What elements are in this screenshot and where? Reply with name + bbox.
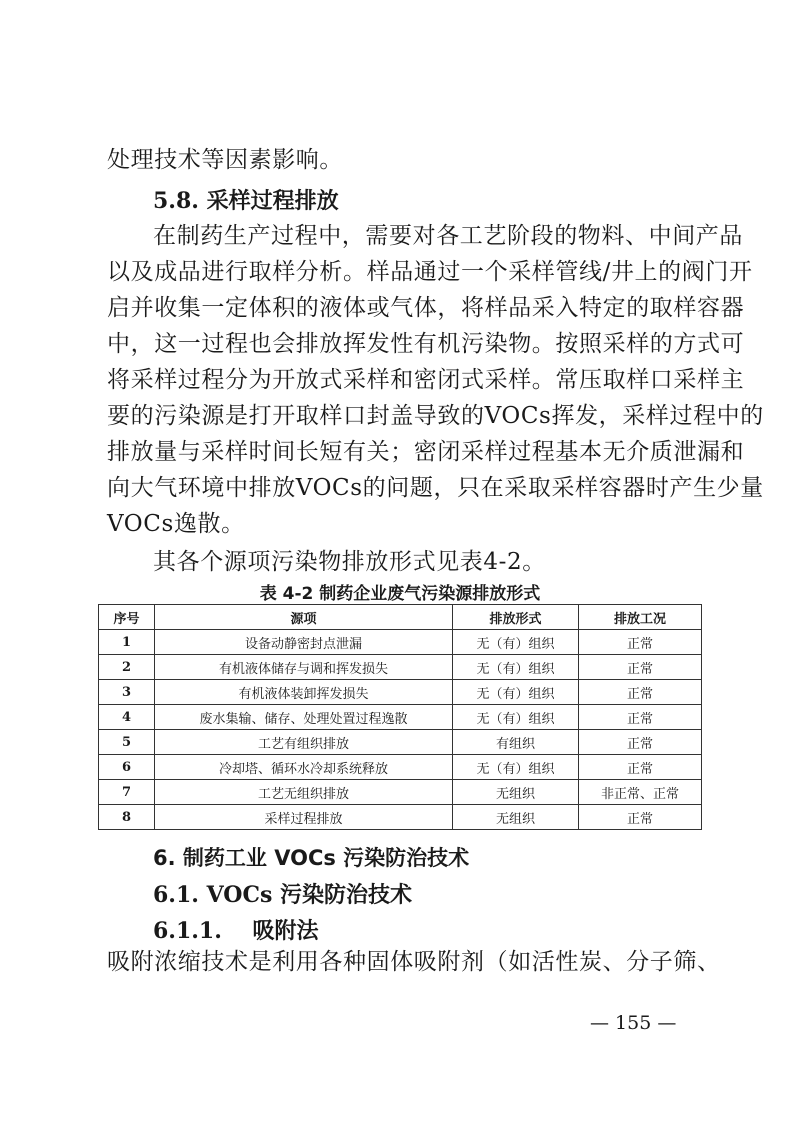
table-row [99, 730, 702, 755]
table-cell: 8 [99, 805, 155, 830]
table-cell: 正常 [579, 680, 702, 705]
table-row [99, 805, 702, 830]
paragraph-line: 要的污染源是打开取样口封盖导致的VOCs挥发，采样过程中的 [107, 403, 764, 429]
table-cell: 无（有）组织 [453, 630, 579, 655]
emission-table [98, 604, 702, 830]
paragraph-line: 中，这一过程也会排放挥发性有机污染物。按照采样的方式可 [107, 331, 745, 357]
paragraph-line: 以及成品进行取样分析。样品通过一个采样管线/井上的阀门开 [107, 259, 753, 285]
table-cell: 3 [99, 680, 155, 705]
paragraph-line: VOCs逸散。 [107, 511, 245, 537]
table-row [99, 680, 702, 705]
table-cell: 正常 [579, 630, 702, 655]
table-cell: 正常 [579, 705, 702, 730]
table-row [99, 705, 702, 730]
table-cell: 非正常、正常 [579, 780, 702, 805]
table-cell: 6 [99, 755, 155, 780]
table-cell: 有机液体装卸挥发损失 [155, 680, 453, 705]
table-cell: 无（有）组织 [453, 755, 579, 780]
table-cell: 无（有）组织 [453, 680, 579, 705]
header-cell: 排放形式 [453, 605, 579, 630]
paragraph-line: 处理技术等因素影响。 [107, 147, 343, 173]
section-heading-6-1: 6.1. VOCs 污染防治技术 [153, 882, 412, 908]
table-cell: 有机液体储存与调和挥发损失 [155, 655, 453, 680]
page-number: — 155 — [590, 1012, 677, 1034]
table-cell: 废水集输、储存、处理处置过程逸散 [155, 705, 453, 730]
table-row [99, 780, 702, 805]
table-cell: 正常 [579, 755, 702, 780]
paragraph-line: 吸附浓缩技术是利用各种固体吸附剂（如活性炭、分子筛、 [107, 949, 721, 975]
header-cell: 源项 [155, 605, 453, 630]
header-cell: 序号 [99, 605, 155, 630]
table-row [99, 655, 702, 680]
table-cell: 有组织 [453, 730, 579, 755]
table-cell: 4 [99, 705, 155, 730]
table-cell: 正常 [579, 805, 702, 830]
paragraph-line: 向大气环境中排放VOCs的问题，只在采取采样容器时产生少量 [107, 475, 764, 501]
table-row [99, 755, 702, 780]
table-cell: 采样过程排放 [155, 805, 453, 830]
paragraph-line: 其各个源项污染物排放形式见表4-2。 [153, 549, 546, 575]
section-heading-5-8: 5.8. 采样过程排放 [153, 188, 339, 214]
table-cell: 2 [99, 655, 155, 680]
table-cell: 7 [99, 780, 155, 805]
table-cell: 设备动静密封点泄漏 [155, 630, 453, 655]
paragraph-line: 将采样过程分为开放式采样和密闭式采样。常压取样口采样主 [107, 367, 745, 393]
table-header-row [99, 605, 702, 630]
section-heading-6-1-1: 6.1.1. 吸附法 [153, 918, 319, 944]
table-cell: 无组织 [453, 805, 579, 830]
table-cell: 5 [99, 730, 155, 755]
table-cell: 无（有）组织 [453, 655, 579, 680]
paragraph-line: 在制药生产过程中，需要对各工艺阶段的物料、中间产品 [153, 223, 743, 249]
table-cell: 1 [99, 630, 155, 655]
table-cell: 无组织 [453, 780, 579, 805]
paragraph-line: 排放量与采样时间长短有关；密闭采样过程基本无介质泄漏和 [107, 439, 745, 465]
table-cell: 工艺无组织排放 [155, 780, 453, 805]
table-row [99, 630, 702, 655]
header-cell: 排放工况 [579, 605, 702, 630]
table-cell: 正常 [579, 730, 702, 755]
table-caption: 表 4-2 制药企业废气污染源排放形式 [259, 584, 541, 604]
table-cell: 正常 [579, 655, 702, 680]
table-cell: 无（有）组织 [453, 705, 579, 730]
table-cell: 工艺有组织排放 [155, 730, 453, 755]
paragraph-line: 启并收集一定体积的液体或气体，将样品采入特定的取样容器 [107, 295, 745, 321]
table-cell: 冷却塔、循环水冷却系统释放 [155, 755, 453, 780]
section-heading-6: 6. 制药工业 VOCs 污染防治技术 [153, 846, 470, 870]
